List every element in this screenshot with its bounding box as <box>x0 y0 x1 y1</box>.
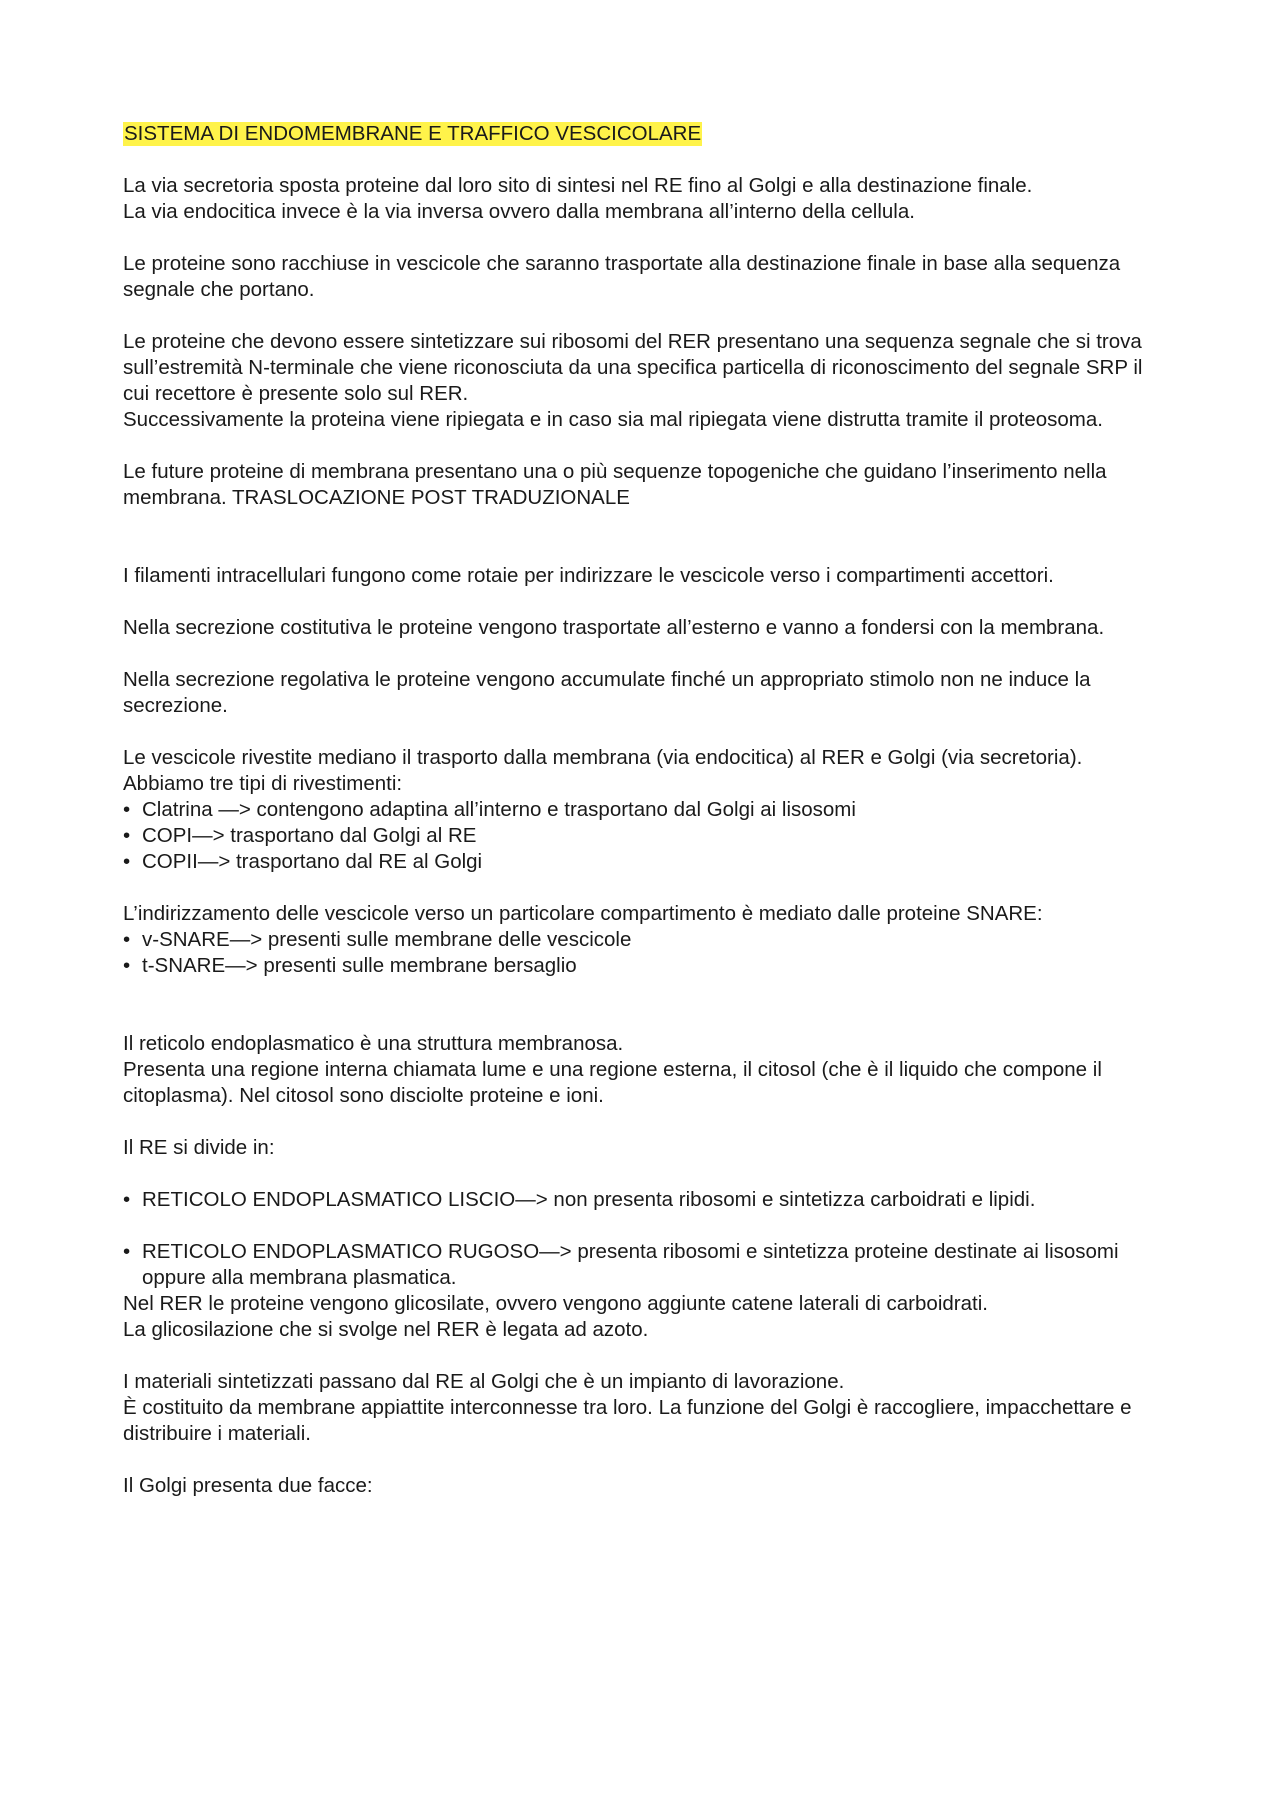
bullet: • <box>123 928 131 951</box>
paragraph: Le proteine sono racchiuse in vescicole che saranno trasportate alla destinazione finale in base alla sequenza segnale che portano. <box>123 252 1121 301</box>
paragraph: Successivamente la proteina viene ripiegata e in caso sia mal ripiegata viene distrutta tramite il proteosoma. <box>123 408 1103 431</box>
list-item <box>123 1239 1168 1291</box>
paragraph: Il RE si divide in: <box>123 1136 275 1159</box>
paragraph: La via secretoria sposta proteine dal loro sito di sintesi nel RE fino al Golgi e alla destinazione finale. <box>123 174 1033 197</box>
paragraph: Il Golgi presenta due facce: <box>123 1474 373 1497</box>
paragraph: L’indirizzamento delle vescicole verso un particolare compartimento è mediato dalle proteine SNARE: <box>123 902 1043 925</box>
paragraph: Le future proteine di membrana presentano una o più sequenze topogeniche che guidano l’inserimento nella membrana. TRASLOCAZIONE POST TRADUZIONALE <box>123 460 1107 509</box>
document-body <box>123 121 1168 1499</box>
paragraph: La via endocitica invece è la via inversa ovvero dalla membrana all’interno della cellula. <box>123 200 915 223</box>
paragraph: Nella secrezione regolativa le proteine vengono accumulate finché un appropriato stimolo non ne induce la secrezione. <box>123 668 1091 717</box>
list-item-text: COPII—> trasportano dal RE al Golgi <box>142 850 483 873</box>
paragraph: I materiali sintetizzati passano dal RE al Golgi che è un impianto di lavorazione. <box>123 1370 845 1393</box>
list-item <box>123 797 1168 823</box>
bullet: • <box>123 824 131 847</box>
bullet: • <box>123 1188 131 1211</box>
list-item-text: RETICOLO ENDOPLASMATICO LISCIO—> non presenta ribosomi e sintetizza carboidrati e lipidi. <box>142 1188 1036 1211</box>
paragraph: Presenta una regione interna chiamata lume e una regione esterna, il citosol (che è il liquido che compone il citoplasma). Nel citosol sono disciolte proteine e ioni. <box>123 1058 1102 1107</box>
list-item <box>123 849 1168 875</box>
list-item-text: v-SNARE—> presenti sulle membrane delle vescicole <box>142 928 632 951</box>
snare-list <box>123 927 1168 979</box>
list-item-text: COPI—> trasportano dal Golgi al RE <box>142 824 477 847</box>
bullet: • <box>123 798 131 821</box>
paragraph: È costituito da membrane appiattite interconnesse tra loro. La funzione del Golgi è raccogliere, impacchettare e distribuire i materiali. <box>123 1396 1132 1445</box>
bullet: • <box>123 850 131 873</box>
paragraph: I filamenti intracellulari fungono come rotaie per indirizzare le vescicole verso i compartimenti accettori. <box>123 564 1054 587</box>
document-title: SISTEMA DI ENDOMEMBRANE E TRAFFICO VESCICOLARE <box>124 122 702 145</box>
list-item <box>123 927 1168 953</box>
list-item-text: t-SNARE—> presenti sulle membrane bersaglio <box>142 954 577 977</box>
list-item-text: RETICOLO ENDOPLASMATICO RUGOSO—> presenta ribosomi e sintetizza proteine destinate ai lisosomi oppure alla membrana plasmatica. <box>142 1240 1119 1289</box>
list-item <box>123 953 1168 979</box>
paragraph: Nella secrezione costitutiva le proteine vengono trasportate all’esterno e vanno a fondersi con la membrana. <box>123 616 1105 639</box>
list-item <box>123 1187 1168 1213</box>
paragraph: Nel RER le proteine vengono glicosilate, ovvero vengono aggiunte catene laterali di carboidrati. <box>123 1292 988 1315</box>
bullet: • <box>123 1240 131 1263</box>
paragraph: La glicosilazione che si svolge nel RER è legata ad azoto. <box>123 1318 649 1341</box>
list-item <box>123 823 1168 849</box>
list-item-text: Clatrina —> contengono adaptina all’interno e trasportano dal Golgi ai lisosomi <box>142 798 856 821</box>
bullet: • <box>123 954 131 977</box>
paragraph: Le vescicole rivestite mediano il trasporto dalla membrana (via endocitica) al RER e Golgi (via secretoria). <box>123 746 1083 769</box>
coatings-list <box>123 797 1168 875</box>
paragraph: Il reticolo endoplasmatico è una struttura membranosa. <box>123 1032 624 1055</box>
paragraph: Abbiamo tre tipi di rivestimenti: <box>123 772 403 795</box>
paragraph: Le proteine che devono essere sintetizzare sui ribosomi del RER presentano una sequenza segnale che si trova sull’estremità N-terminale che viene riconosciuta da una specifica particella di riconoscimento del segnale SRP il cui recettore è presente solo sul RER. <box>123 330 1143 405</box>
